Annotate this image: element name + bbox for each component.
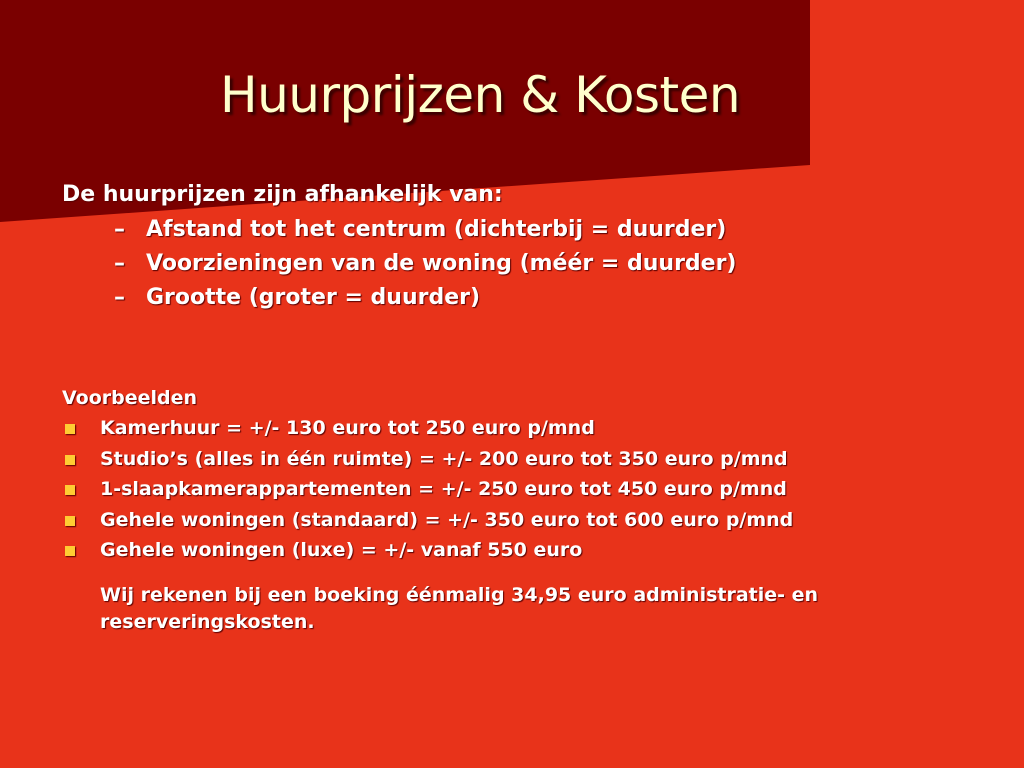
dash-marker: –	[114, 285, 125, 310]
dash-marker: –	[114, 217, 125, 242]
list-item	[62, 474, 992, 505]
list-item	[62, 213, 992, 247]
intro-text: De huurprijzen zijn afhankelijk van:	[62, 182, 503, 207]
list-item	[62, 413, 992, 444]
list-item	[62, 444, 992, 475]
list-item	[62, 505, 992, 536]
square-bullet-icon	[65, 516, 75, 526]
booking-fee-note: Wij rekenen bij een boeking éénmalig 34,95 euro administratie- en reserveringskosten.	[100, 583, 819, 633]
list-item-text: Kamerhuur = +/- 130 euro tot 250 euro p/mnd	[100, 417, 595, 439]
list-item	[62, 281, 992, 315]
list-item-text: Voorzieningen van de woning (méér = duurder)	[146, 251, 737, 276]
square-bullet-icon	[65, 455, 75, 465]
square-bullet-icon	[65, 424, 75, 434]
list-item	[62, 535, 992, 566]
list-item-text: Gehele woningen (standaard) = +/- 350 euro tot 600 euro p/mnd	[100, 508, 794, 531]
list-item-text: Grootte (groter = duurder)	[146, 285, 481, 310]
list-item-text: 1-slaapkamerappartementen = +/- 250 euro tot 450 euro p/mnd	[100, 478, 787, 500]
slide-title: Huurprijzen & Kosten	[220, 66, 741, 124]
list-item	[62, 247, 992, 281]
dash-marker: –	[114, 251, 125, 276]
list-item-text: Afstand tot het centrum (dichterbij = duurder)	[146, 217, 727, 242]
list-item-text: Gehele woningen (luxe) = +/- vanaf 550 euro	[100, 539, 583, 561]
list-item-text: Studio’s (alles in één ruimte) = +/- 200 euro tot 350 euro p/mnd	[100, 447, 788, 470]
square-bullet-icon	[65, 485, 75, 495]
examples-heading: Voorbeelden	[62, 387, 198, 409]
examples-list	[62, 413, 992, 566]
square-bullet-icon	[65, 546, 75, 556]
price-factors-list	[62, 213, 992, 315]
slide-content	[62, 177, 992, 655]
